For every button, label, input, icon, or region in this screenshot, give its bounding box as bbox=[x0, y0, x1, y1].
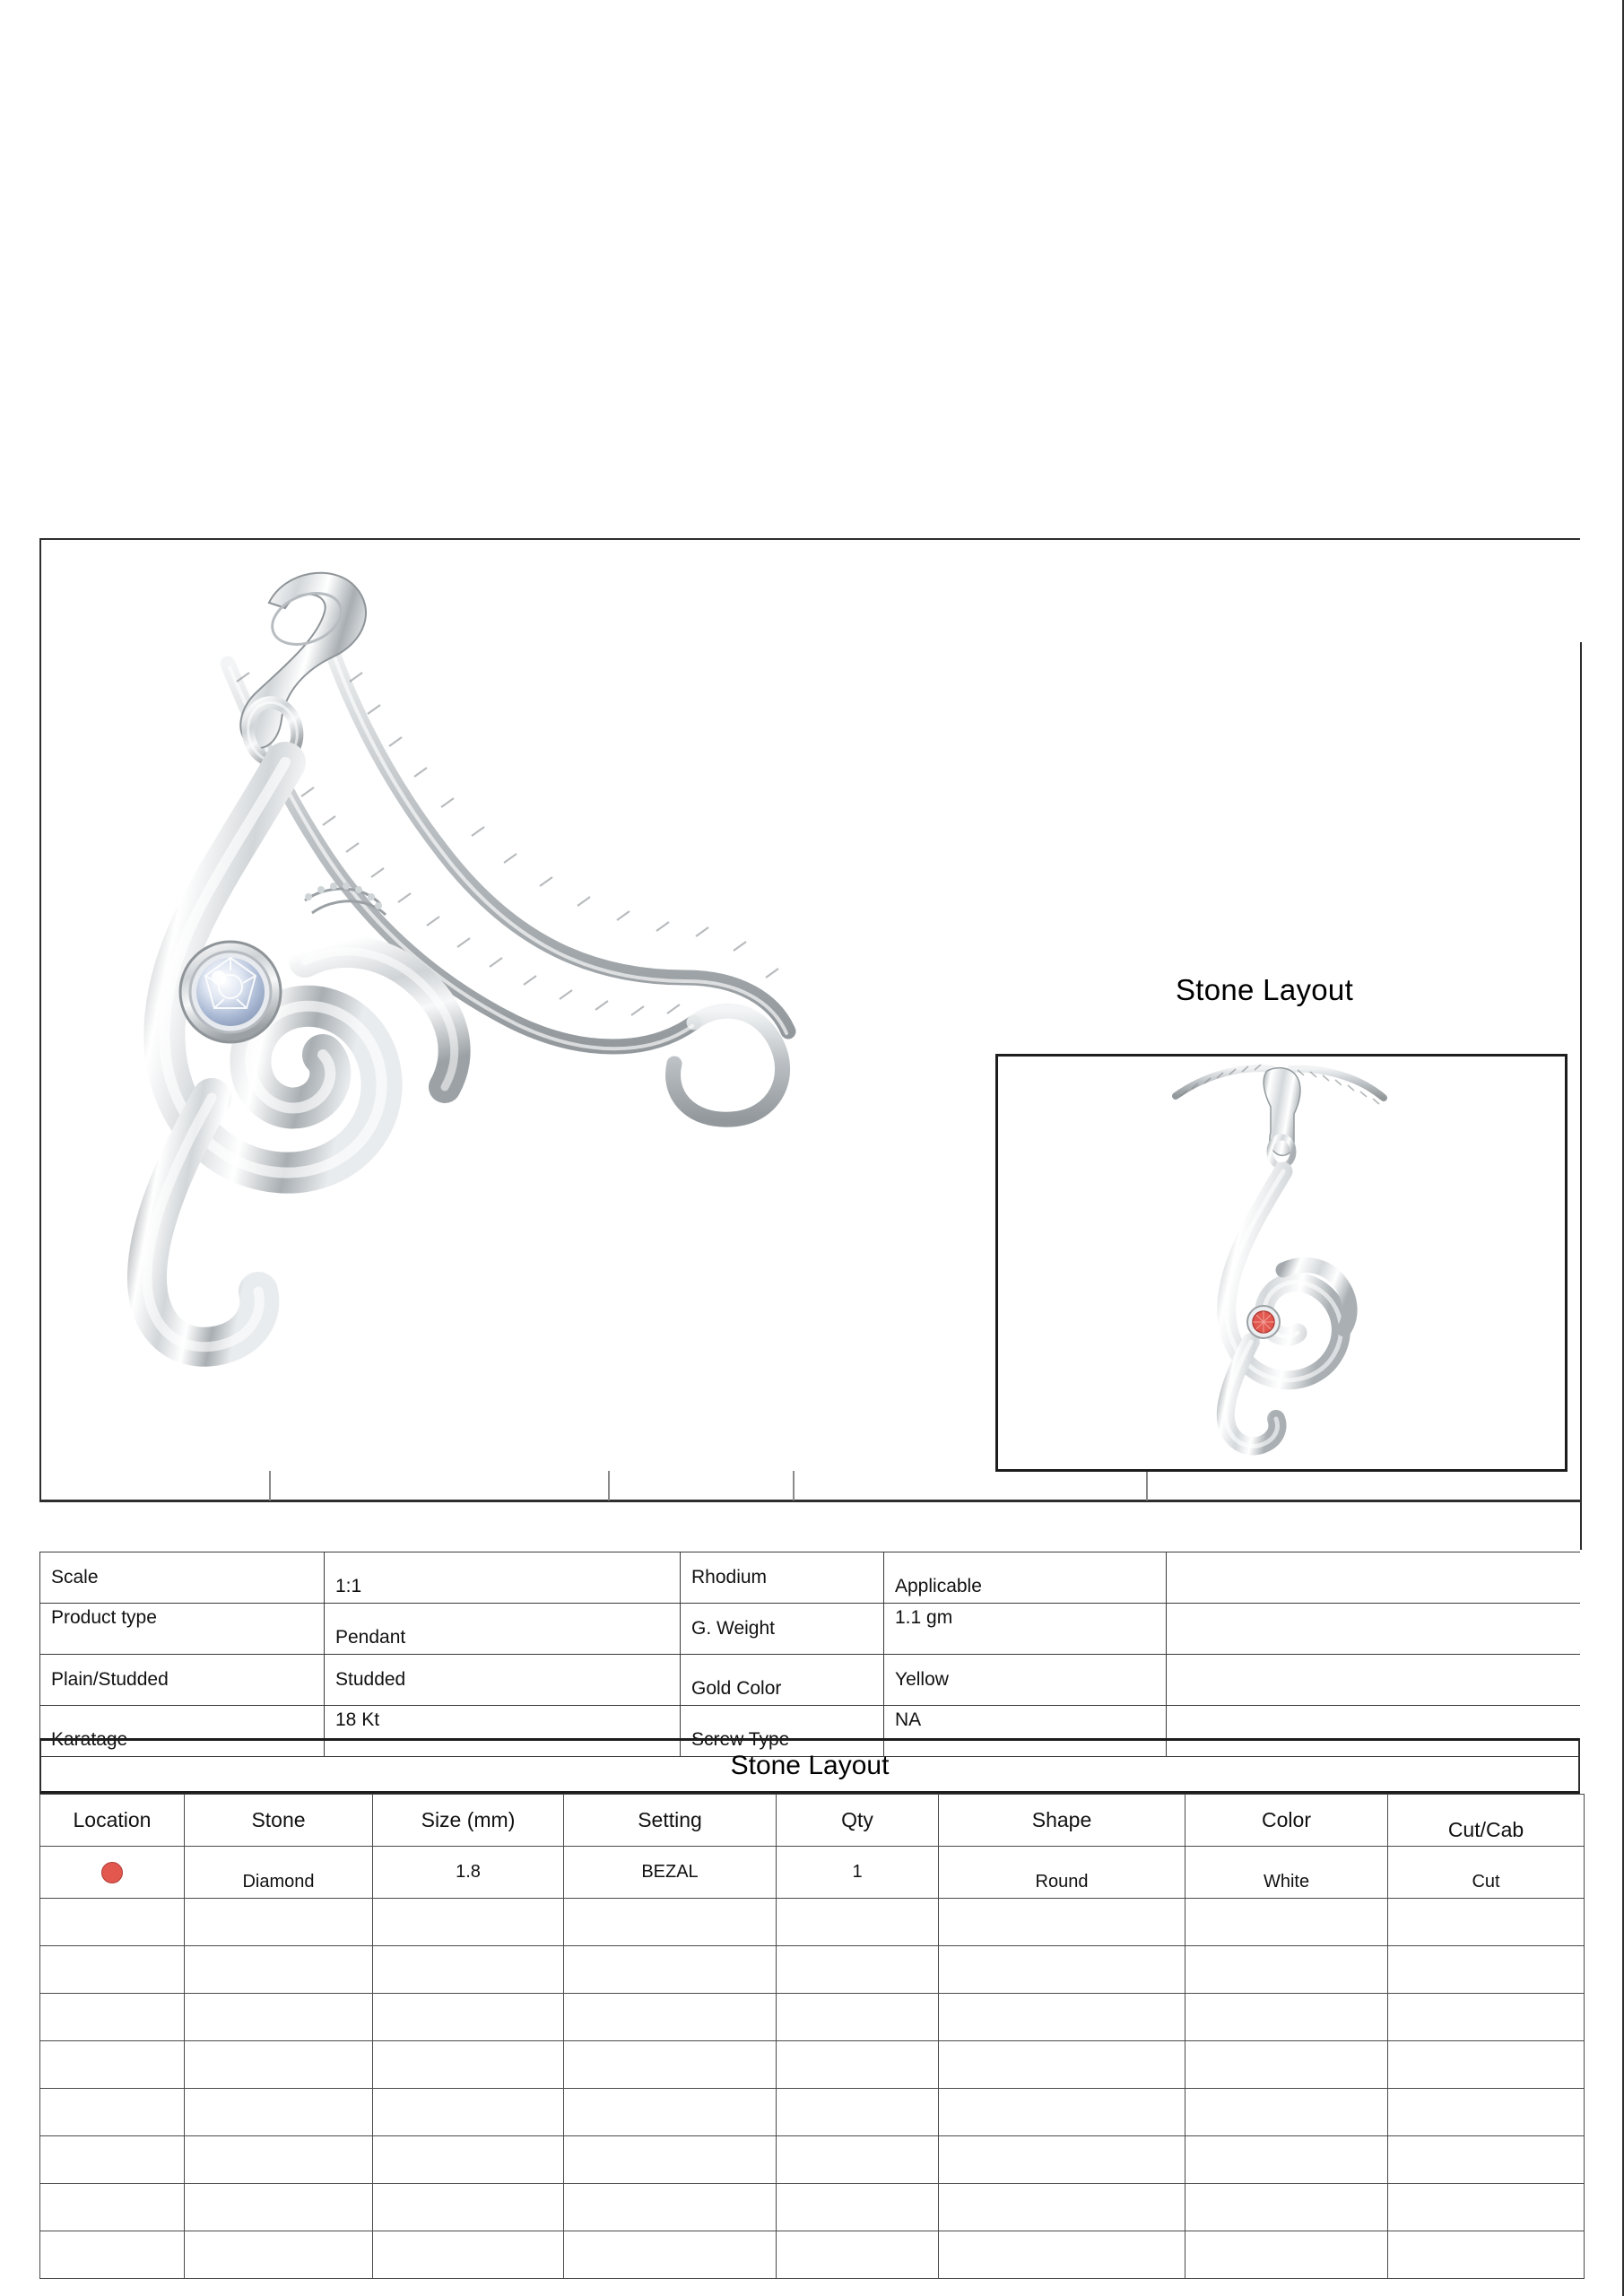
spec-label-2: Rhodium bbox=[681, 1552, 884, 1604]
cell-empty bbox=[1388, 2089, 1585, 2136]
cell-empty bbox=[185, 1994, 373, 2041]
cell-empty bbox=[40, 1899, 185, 1946]
cell-empty bbox=[939, 1899, 1185, 1946]
spec-label: Product type bbox=[40, 1604, 325, 1655]
cell-empty bbox=[564, 1994, 777, 2041]
cell-empty bbox=[1388, 2136, 1585, 2184]
cell-empty bbox=[1388, 2184, 1585, 2231]
cell-location bbox=[40, 1847, 185, 1899]
spec-value-2: Yellow bbox=[884, 1655, 1167, 1706]
cell-empty bbox=[185, 2231, 373, 2279]
cell-empty bbox=[185, 2041, 373, 2089]
cell-empty bbox=[939, 1994, 1185, 2041]
cell-empty bbox=[777, 2089, 939, 2136]
spec-label: Karatage bbox=[40, 1706, 325, 1757]
spec-row bbox=[40, 1552, 1581, 1604]
cell-empty bbox=[185, 1946, 373, 1994]
cell-empty bbox=[40, 2136, 185, 2184]
pendant-render bbox=[93, 556, 945, 1471]
cell-cut-cab: Cut bbox=[1388, 1847, 1585, 1899]
col-cut-cab: Cut/Cab bbox=[1388, 1795, 1585, 1847]
col-color: Color bbox=[1185, 1795, 1388, 1847]
cell-empty bbox=[1185, 1994, 1388, 2041]
cell-empty bbox=[564, 1899, 777, 1946]
spec-value: Studded bbox=[325, 1655, 681, 1706]
spec-table bbox=[39, 1552, 1580, 1757]
table-row-empty bbox=[40, 2041, 1585, 2089]
table-row-empty bbox=[40, 2136, 1585, 2184]
cell-size: 1.8 bbox=[373, 1847, 564, 1899]
spec-value: 1:1 bbox=[325, 1552, 681, 1604]
col-size: Size (mm) bbox=[373, 1795, 564, 1847]
cell-empty bbox=[939, 1946, 1185, 1994]
cell-empty bbox=[939, 2136, 1185, 2184]
spec-label-2: Screw Type bbox=[681, 1706, 884, 1757]
cell-empty bbox=[373, 1946, 564, 1994]
cell-empty bbox=[1185, 1946, 1388, 1994]
frame-tick bbox=[793, 1471, 795, 1500]
cell-shape: Round bbox=[939, 1847, 1185, 1899]
spec-row bbox=[40, 1655, 1581, 1706]
spec-value-2: NA bbox=[884, 1706, 1167, 1757]
cell-empty bbox=[40, 2041, 185, 2089]
cell-empty bbox=[1185, 2041, 1388, 2089]
cell-empty bbox=[564, 1946, 777, 1994]
cell-empty bbox=[185, 1899, 373, 1946]
table-row-empty bbox=[40, 2089, 1585, 2136]
cell-empty bbox=[185, 2184, 373, 2231]
cell-empty bbox=[939, 2231, 1185, 2279]
spec-empty-cell bbox=[1167, 1552, 1581, 1604]
col-location: Location bbox=[40, 1795, 185, 1847]
stone-layout-heading: Stone Layout bbox=[1175, 973, 1354, 1006]
stone-layout-banner bbox=[39, 1738, 1580, 1794]
cell-empty bbox=[373, 2041, 564, 2089]
spec-label: Scale bbox=[40, 1552, 325, 1604]
cell-empty bbox=[777, 1994, 939, 2041]
col-stone: Stone bbox=[185, 1795, 373, 1847]
cell-color: White bbox=[1185, 1847, 1388, 1899]
frame-left-rule bbox=[39, 538, 41, 1501]
cell-empty bbox=[939, 2089, 1185, 2136]
cell-empty bbox=[185, 2136, 373, 2184]
cell-empty bbox=[1388, 2041, 1585, 2089]
spec-empty-cell bbox=[1167, 1655, 1581, 1706]
frame-tick bbox=[608, 1471, 610, 1500]
table-row-empty bbox=[40, 1994, 1585, 2041]
spec-row bbox=[40, 1604, 1581, 1655]
cell-empty bbox=[1185, 2231, 1388, 2279]
col-shape: Shape bbox=[939, 1795, 1185, 1847]
cell-empty bbox=[1388, 1899, 1585, 1946]
cell-empty bbox=[1388, 2231, 1585, 2279]
cell-setting: BEZAL bbox=[564, 1847, 777, 1899]
inner-vertical-rule bbox=[1580, 642, 1582, 1550]
stone-layout-banner-label: Stone Layout bbox=[730, 1751, 890, 1780]
cell-empty bbox=[564, 2089, 777, 2136]
stone-table bbox=[39, 1794, 1585, 2279]
cell-empty bbox=[564, 2136, 777, 2184]
table-row-empty bbox=[40, 2231, 1585, 2279]
cell-empty bbox=[1185, 2184, 1388, 2231]
cell-empty bbox=[40, 1946, 185, 1994]
cell-empty bbox=[373, 2231, 564, 2279]
cell-empty bbox=[777, 2041, 939, 2089]
cell-empty bbox=[777, 1946, 939, 1994]
cell-empty bbox=[373, 1899, 564, 1946]
spec-value: Pendant bbox=[325, 1604, 681, 1655]
cell-empty bbox=[1388, 1994, 1585, 2041]
cell-empty bbox=[40, 2184, 185, 2231]
cell-empty bbox=[564, 2041, 777, 2089]
stone-table-header-row bbox=[40, 1795, 1585, 1847]
cell-empty bbox=[40, 2231, 185, 2279]
cell-empty bbox=[1388, 1946, 1585, 1994]
table-row-empty bbox=[40, 2184, 1585, 2231]
cell-empty bbox=[1185, 2089, 1388, 2136]
spec-value: 18 Kt bbox=[325, 1706, 681, 1757]
cell-empty bbox=[777, 2184, 939, 2231]
table-row-empty bbox=[40, 1946, 1585, 1994]
cell-empty bbox=[777, 2136, 939, 2184]
cell-empty bbox=[40, 2089, 185, 2136]
cell-empty bbox=[40, 1994, 185, 2041]
cell-empty bbox=[777, 1899, 939, 1946]
frame-tick bbox=[269, 1471, 271, 1500]
cell-empty bbox=[1185, 2136, 1388, 2184]
frame-top-rule bbox=[39, 538, 1580, 540]
cell-empty bbox=[373, 2089, 564, 2136]
cell-empty bbox=[777, 2231, 939, 2279]
table-row-empty bbox=[40, 1899, 1585, 1946]
cell-empty bbox=[939, 2041, 1185, 2089]
cell-empty bbox=[939, 2184, 1185, 2231]
spec-value-2: Applicable bbox=[884, 1552, 1167, 1604]
cell-empty bbox=[373, 2136, 564, 2184]
frame-tick bbox=[1146, 1471, 1148, 1500]
cell-empty bbox=[185, 2089, 373, 2136]
spec-empty-cell bbox=[1167, 1604, 1581, 1655]
spec-value-2: 1.1 gm bbox=[884, 1604, 1167, 1655]
stone-location-marker-icon bbox=[101, 1862, 123, 1883]
col-qty: Qty bbox=[777, 1795, 939, 1847]
spec-label: Plain/Studded bbox=[40, 1655, 325, 1706]
cell-qty: 1 bbox=[777, 1847, 939, 1899]
cell-stone: Diamond bbox=[185, 1847, 373, 1899]
cell-empty bbox=[1185, 1899, 1388, 1946]
stone-layout-inset bbox=[995, 1054, 1568, 1472]
spec-label-2: G. Weight bbox=[681, 1604, 884, 1655]
cell-empty bbox=[373, 2184, 564, 2231]
col-setting: Setting bbox=[564, 1795, 777, 1847]
cell-empty bbox=[564, 2231, 777, 2279]
table-row bbox=[40, 1847, 1585, 1899]
cell-empty bbox=[564, 2184, 777, 2231]
spec-label-2: Gold Color bbox=[681, 1655, 884, 1706]
cell-empty bbox=[373, 1994, 564, 2041]
